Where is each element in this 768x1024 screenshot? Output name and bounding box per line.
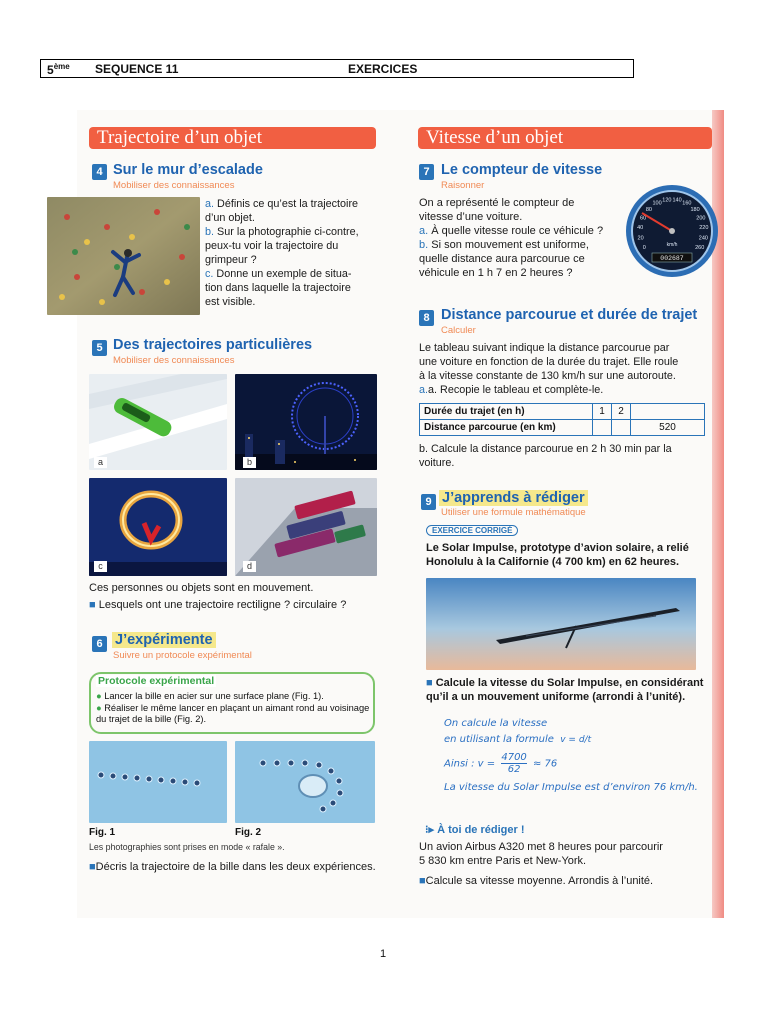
photo-note: Les photographies sont prises en mode « rafale ». xyxy=(89,842,285,852)
gauge-unit: km/h xyxy=(666,242,678,248)
photo-label: c xyxy=(94,561,107,572)
exercise-skill: Calculer xyxy=(441,325,476,336)
level: 5ème xyxy=(47,62,70,77)
photo-label: d xyxy=(243,561,256,572)
exercise-4-text: a. Définis ce qu’est la trajectoire d’un objet. b. Sur la photographie ci-contre, peux-tu voir la trajectoire du grimpeur ? c. Donne un exemple de situa- tion dans laquelle la trajectoire est visible. xyxy=(205,198,359,308)
fig2-photo xyxy=(235,741,375,823)
gauge-tick-label: 120 xyxy=(662,197,672,204)
exercise-5-caption: Ces personnes ou objets sont en mouvement. xyxy=(89,582,314,594)
banner-trajectoire: Trajectoire d’un objet xyxy=(89,127,376,149)
gauge-tick-label: 20 xyxy=(637,235,644,242)
protocol-title: Protocole expérimental xyxy=(98,675,215,687)
odometer: 002687 xyxy=(660,255,684,262)
gauge-tick-label: 60 xyxy=(640,215,647,222)
exercise-9-question: ■ Calcule la vitesse du Solar Impulse, en considérant qu’il a un mouvement uniforme (arrondi à l’unité). xyxy=(426,677,704,703)
fig1-label: Fig. 1 xyxy=(89,827,116,838)
toi-de-rediger: ⁝▸ À toi de rédiger ! xyxy=(425,824,525,836)
photo-label: b xyxy=(243,457,256,468)
exercise-number: 9 xyxy=(421,494,436,510)
exercise-number: 4 xyxy=(92,164,107,180)
photo-c-fire-circle xyxy=(89,478,227,576)
exercise-7-text: On a représenté le compteur de vitesse d’une voiture. a. À quelle vitesse roule ce véhicule ? b. Si son mouvement est uniforme, quelle distance aura parcourue ce véhicule en 1 h 7 en 2 heures ? xyxy=(419,197,604,279)
gauge-tick-label: 240 xyxy=(698,235,708,242)
gauge-tick-label: 260 xyxy=(695,245,705,251)
photo-a-bobsleigh xyxy=(89,374,227,470)
exercise-9-task: Un avion Airbus A320 met 8 heures pour parcourir 5 830 km entre Paris et New-York. xyxy=(419,841,663,867)
worked-line-3: Ainsi : v = $\frac{4700}{62}$ ≈ 76 xyxy=(444,752,558,775)
exercise-title: J’expérimente xyxy=(112,632,216,648)
gauge-tick-label: 100 xyxy=(652,200,662,207)
exercise-number: 5 xyxy=(92,340,107,356)
exercise-number: 8 xyxy=(419,310,434,326)
exercise-skill: Mobiliser des connaissances xyxy=(113,355,235,366)
gauge-tick-label: 140 xyxy=(672,197,682,204)
exercise-5-question: ■ Lesquels ont une trajectoire rectiligne ? circulaire ? xyxy=(89,599,347,611)
worked-line-4: La vitesse du Solar Impulse est d’environ 76 km/h. xyxy=(444,782,698,793)
table-row: Durée du trajet (en h) 1 2 xyxy=(420,404,705,420)
distance-table xyxy=(419,403,705,436)
exercise-title: Le compteur de vitesse xyxy=(441,162,603,178)
exercise-skill: Utiliser une formule mathématique xyxy=(441,507,586,518)
banner-vitesse: Vitesse d’un objet xyxy=(418,127,712,149)
exercise-6-question: ■Décris la trajectoire de la bille dans les deux expériences. xyxy=(89,861,376,873)
exercise-number: 7 xyxy=(419,164,434,180)
gauge-tick-label: 0 xyxy=(642,245,646,251)
climbing-wall-photo xyxy=(47,197,200,315)
gauge-tick-label: 200 xyxy=(696,215,706,222)
exercise-9-task-question: ■Calcule sa vitesse moyenne. Arrondis à l’unité. xyxy=(419,875,654,887)
speedometer xyxy=(622,183,726,279)
photo-label: a xyxy=(94,457,107,468)
exercise-title: Distance parcourue et durée de trajet xyxy=(441,307,698,323)
solar-impulse-photo xyxy=(426,578,696,670)
fig1-photo xyxy=(89,741,227,823)
exercise-number: 6 xyxy=(92,636,107,652)
photo-d-luggage-belt xyxy=(235,478,377,576)
photo-b-ferris-wheel xyxy=(235,374,377,470)
worked-line-2: en utilisant la formule v = d/t xyxy=(444,734,592,745)
gauge-tick-label: 80 xyxy=(645,206,652,213)
corrected-badge: EXERCICE CORRIGÉ xyxy=(426,525,518,536)
exercises-title: EXERCICES xyxy=(348,62,418,76)
exercise-skill: Suivre un protocole expérimental xyxy=(113,650,252,661)
gauge-tick-label: 160 xyxy=(682,200,692,207)
gauge-tick-label: 220 xyxy=(699,225,709,232)
exercise-skill: Raisonner xyxy=(441,180,485,191)
gauge-tick-label: 40 xyxy=(637,225,644,232)
header-box xyxy=(40,59,634,78)
exercise-title: J’apprends à rédiger xyxy=(439,490,588,506)
fig2-label: Fig. 2 xyxy=(235,827,262,838)
table-row: Distance parcourue (en km) 520 xyxy=(420,420,705,436)
exercise-title: Des trajectoires particulières xyxy=(113,337,313,353)
gauge-tick-label: 180 xyxy=(690,206,700,213)
exercise-9-intro: Le Solar Impulse, prototype d’avion solaire, a relié Honolulu à la Californie (4 700 km) en 62 heures. xyxy=(426,542,689,568)
exercise-8-b: b. Calcule la distance parcourue en 2 h 30 min par la voiture. xyxy=(419,443,672,469)
exercise-title: Sur le mur d’escalade xyxy=(113,162,263,178)
exercise-8-text: Le tableau suivant indique la distance parcourue par une voiture en fonction de la durée du trajet. Elle roule à la vitesse constante de 130 km/h sur une autoroute. a.a. Recopie le tableau et complète-le. xyxy=(419,342,679,396)
sequence-title: SEQUENCE 11 xyxy=(95,62,179,76)
exercise-skill: Mobiliser des connaissances xyxy=(113,180,235,191)
page-number: 1 xyxy=(380,948,387,960)
worked-line-1: On calcule la vitesse xyxy=(444,718,548,729)
protocol-list: ● Lancer la bille en acier sur une surface plane (Fig. 1). ● Réaliser le même lancer en plaçant un aimant rond au voisinage du trajet de la bille (Fig. 2). xyxy=(96,691,370,724)
